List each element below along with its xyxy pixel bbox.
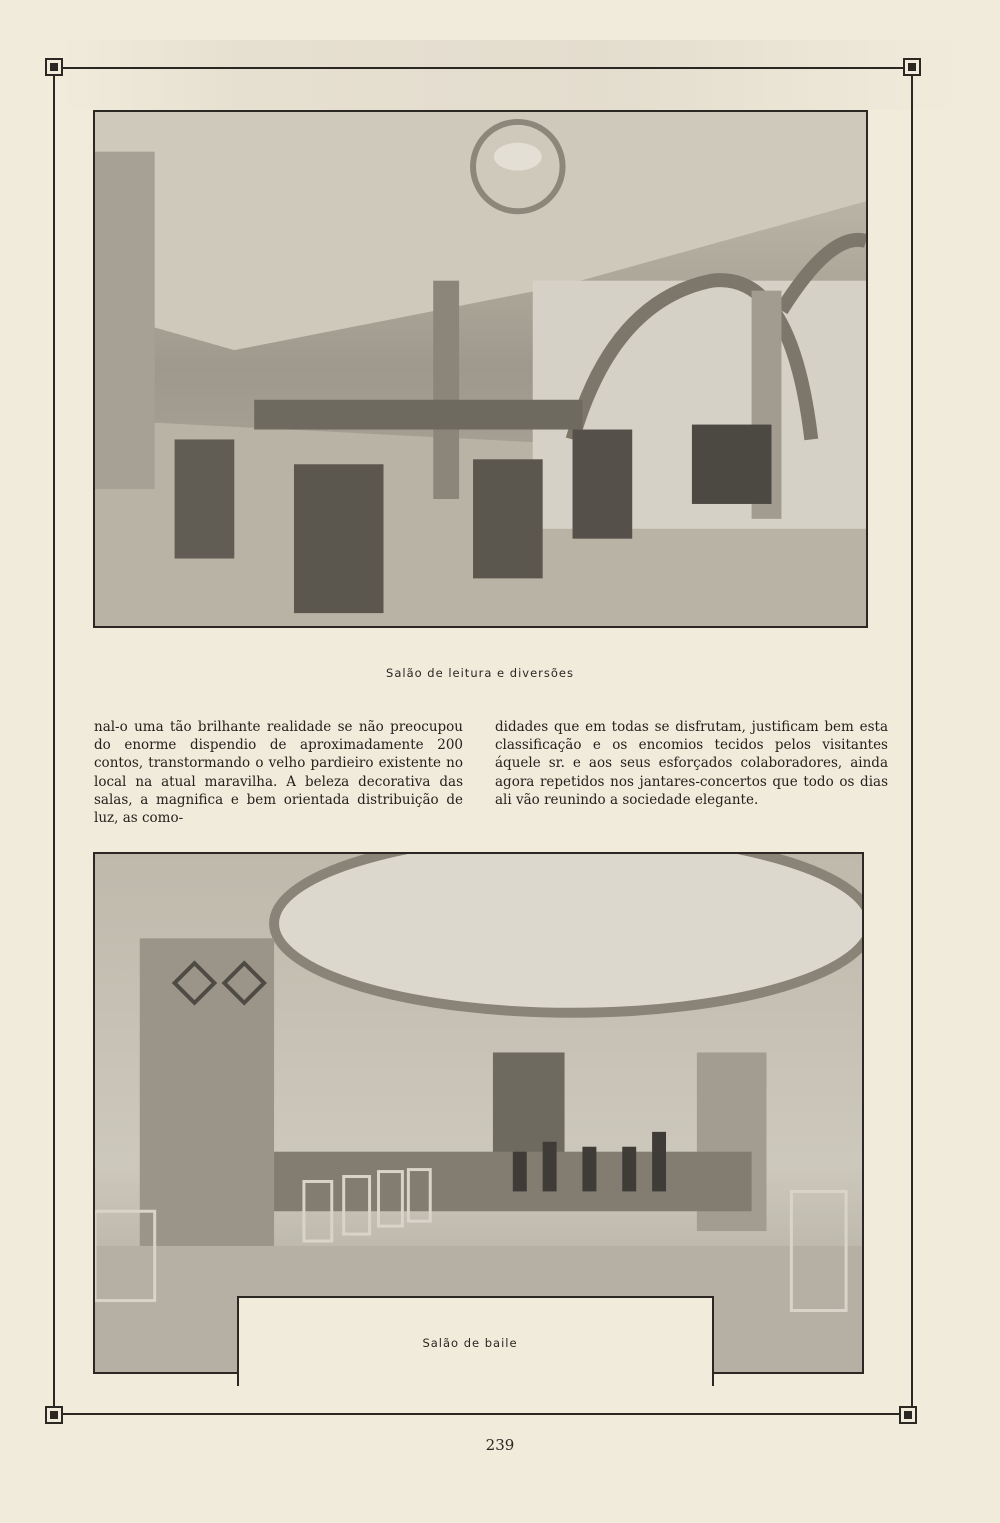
corner-ornament-top-left [45,58,63,76]
photo-reading-room-image [95,112,866,626]
corner-ornament-bottom-right [899,1406,917,1424]
photo-reading-room [93,110,868,628]
body-text-right-column: didades que em todas se disfrutam, justificam bem esta classificação e os encomios tecidos pelos visitantes áquele sr. e aos seus esforçados colaboradores, ainda agora repetidos nos jantares-concertos que todo os dias ali vão reunindo a sociedade elegante. [495,719,888,808]
body-text-left-column: nal-o uma tão brilhante realidade se não preocupou do enorme dispendio de aproximadamente 200 contos, transtormando o velho pardieiro existente no local na atual maravilha. A beleza decorativa das salas, a magnifica e bem orientada distribuição de luz, as como- [94,719,463,827]
page-number: 239 [485,1436,515,1454]
caption-reading-room: Salão de leitura e diversões [386,666,574,680]
caption-ballroom: Salão de baile [422,1336,518,1350]
corner-ornament-bottom-left [45,1406,63,1424]
corner-ornament-top-right [903,58,921,76]
photo-ballroom-image [95,854,862,1372]
